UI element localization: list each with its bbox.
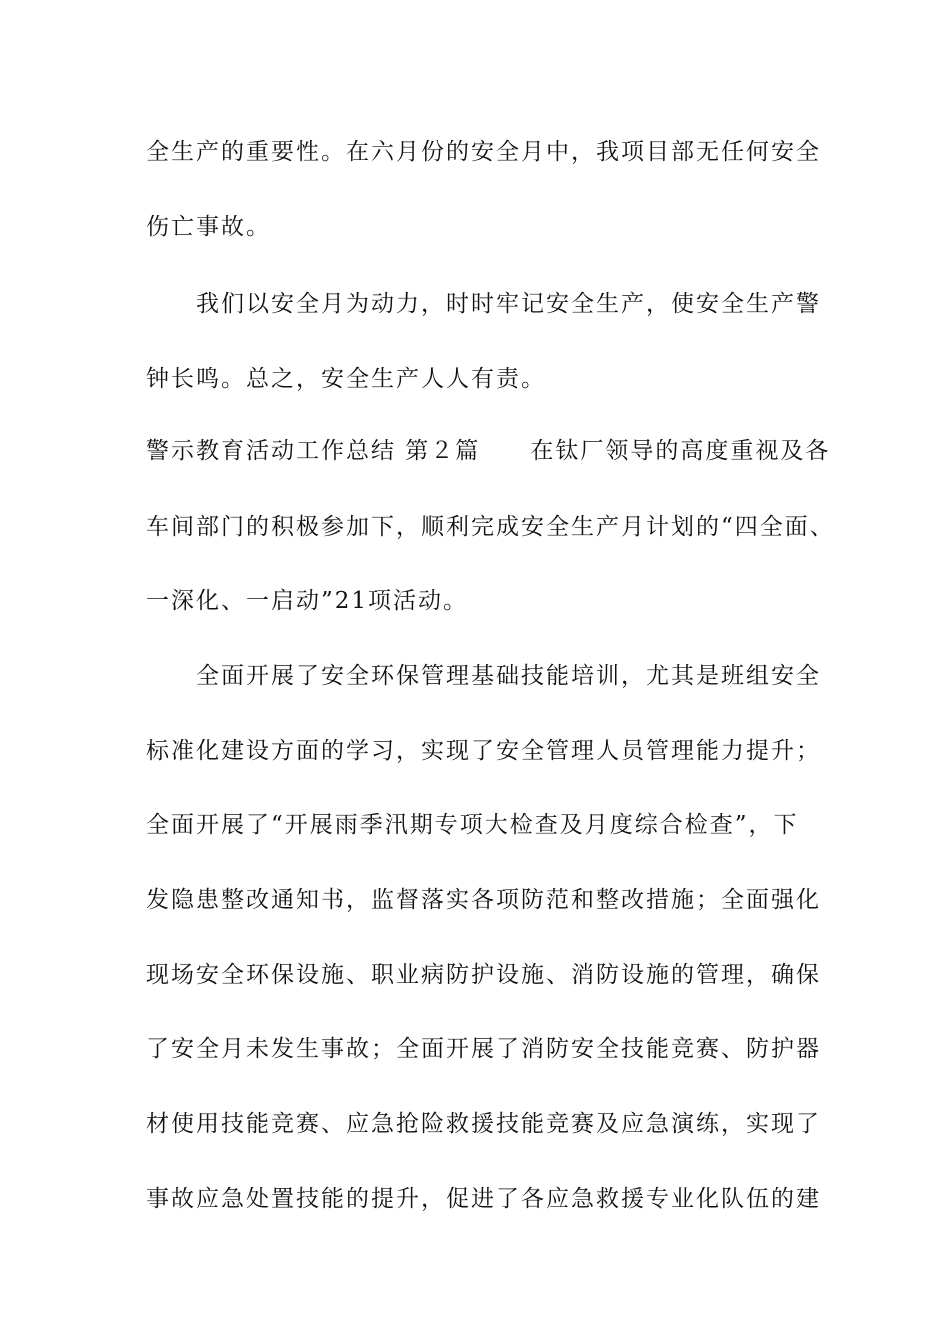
paragraph-start-line: 全面开展了安全环保管理基础技能培训，尤其是班组安全: [196, 663, 821, 689]
text-line: 车间部门的积极参加下，顺利完成安全生产月计划的“四全面、: [146, 514, 835, 540]
text-line: 材使用技能竞赛、应急抢险救援技能竞赛及应急演练，实现了: [146, 1111, 821, 1137]
section-heading: 警示教育活动工作总结 第２篇: [146, 438, 481, 464]
text-line: 了安全月未发生事故；全面开展了消防安全技能竞赛、防护器: [146, 1036, 821, 1062]
text-line: 发隐患整改通知书，监督落实各项防范和整改措施；全面强化: [146, 887, 821, 913]
text-line: 全生产的重要性。在六月份的安全月中，我项目部无任何安全: [146, 139, 821, 165]
text-line: 现场安全环保设施、职业病防护设施、消防设施的管理，确保: [146, 962, 821, 988]
text-line: 全面开展了“开展雨季汛期专项大检查及月度综合检查”，下: [146, 812, 799, 838]
text-line: 事故应急处置技能的提升，促进了各应急救援专业化队伍的建: [146, 1186, 821, 1212]
text-line: 一深化、一启动”21项活动。: [146, 588, 469, 614]
section-heading-line: [146, 436, 830, 466]
paragraph-start-line: 我们以安全月为动力，时时牢记安全生产，使安全生产警: [196, 291, 821, 317]
section-heading-continuation: 在钛厂领导的高度重视及各: [530, 438, 831, 464]
text-line: 标准化建设方面的学习，实现了安全管理人员管理能力提升；: [146, 738, 821, 764]
text-line: 伤亡事故。: [146, 214, 271, 240]
text-line: 钟长鸣。总之，安全生产人人有责。: [146, 366, 546, 392]
